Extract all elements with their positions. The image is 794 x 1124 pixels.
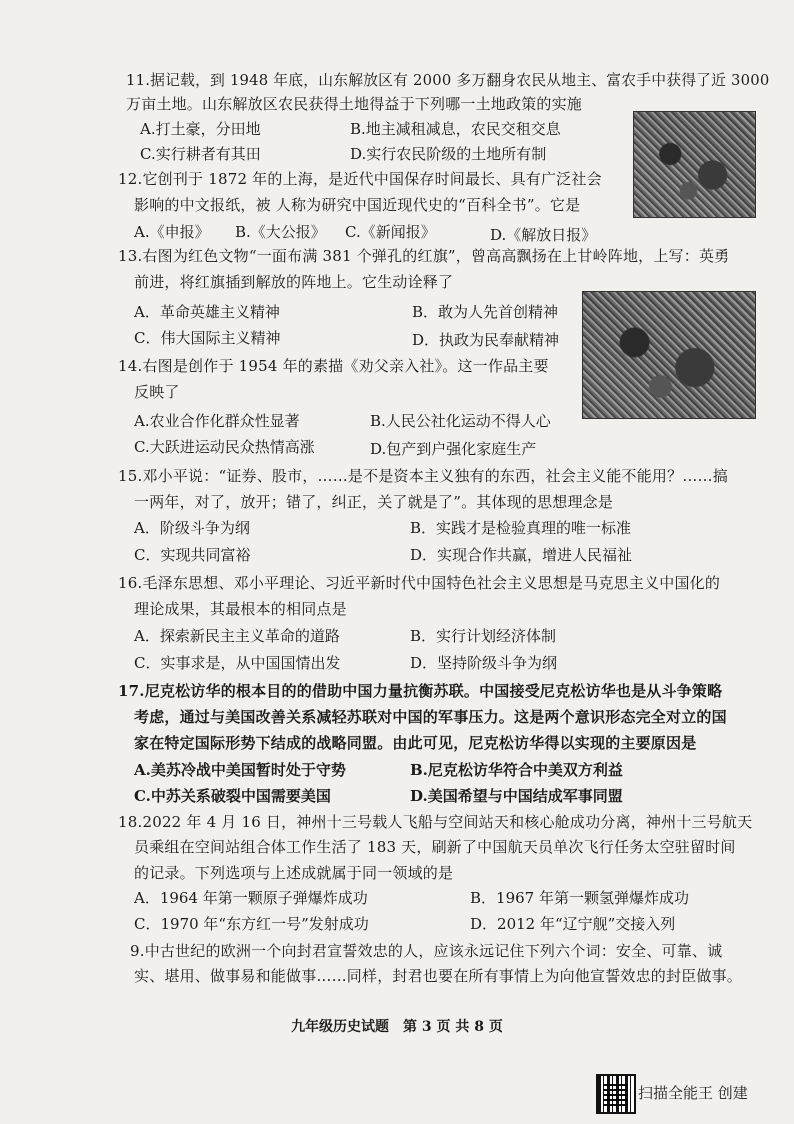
q19-stem-line1: 9.中古世纪的欧洲一个向封君宣誓效忠的人，应该永远记住下列六个词：安全、可靠、诚	[130, 942, 723, 960]
q17-stem-line2: 考虑，通过与美国改善关系减轻苏联对中国的军事压力。这是两个意识形态完全对立的国	[134, 708, 727, 726]
q13-option-d: D．执政为民奉献精神	[412, 331, 560, 349]
q19-stem-line2: 实、堪用、做事易和能做事……同样，封君也要在所有事情上为向他宣誓效忠的封臣做事。	[134, 967, 743, 985]
q11-option-a: A.打土豪，分田地	[140, 120, 261, 138]
q13-stem-line2: 前进，将红旗插到解放的阵地上。它生动诠释了	[134, 273, 454, 291]
q14-stem-line2: 反映了	[134, 383, 180, 401]
newspaper-image	[633, 111, 756, 218]
q17-option-c: C.中苏关系破裂中国需要美国	[134, 787, 331, 805]
q14-option-a: A.农业合作化群众性显著	[134, 412, 300, 430]
q16-stem-line1: 16.毛泽东思想、邓小平理论、习近平新时代中国特色社会主义思想是马克思主义中国化的	[118, 574, 721, 592]
sketch-image	[582, 291, 756, 419]
q15-option-a: A．阶级斗争为纲	[134, 519, 250, 537]
q12-stem-line2: 影响的中文报纸，被 人称为研究中国近现代史的“百科全书”。它是	[134, 196, 581, 214]
q13-stem-line1: 13.右图为红色文物“一面布满 381 个弹孔的红旗”，曾高高飘扬在上甘岭阵地，上写：英勇	[118, 247, 730, 265]
q11-stem-line2: 万亩土地。山东解放区农民获得土地得益于下列哪一土地政策的实施	[126, 95, 583, 113]
q14-option-b: B.人民公社化运动不得人心	[370, 412, 551, 430]
q15-option-d: D．实现合作共赢，增进人民福祉	[410, 546, 633, 564]
q16-option-d: D．坚持阶级斗争为纲	[410, 654, 558, 672]
q16-option-c: C．实事求是，从中国国情出发	[134, 654, 341, 672]
q12-stem-line1: 12.它创刊于 1872 年的上海，是近代中国保存时间最长、具有广泛社会	[118, 170, 602, 188]
q12-option-b: B.《大公报》	[235, 223, 326, 241]
q14-stem-line1: 14.右图是创作于 1954 年的素描《劝父亲入社》。这一作品主要	[118, 357, 549, 375]
q13-option-a: A．革命英雄主义精神	[134, 303, 280, 321]
q18-option-c: C．1970 年“东方红一号”发射成功	[134, 915, 369, 933]
q13-option-c: C．伟大国际主义精神	[134, 329, 281, 347]
q18-stem-line1: 18.2022 年 4 月 16 日，神州十三号载人飞船与空间站天和核心舱成功分离，神州十三号航天	[118, 813, 753, 831]
q17-stem-line3: 家在特定国际形势下结成的战略同盟。由此可见，尼克松访华得以实现的主要原因是	[134, 734, 697, 752]
q11-option-c: C.实行耕者有其田	[140, 145, 261, 163]
q16-option-a: A．探索新民主主义革命的道路	[134, 627, 340, 645]
q18-option-b: B．1967 年第一颗氢弹爆炸成功	[470, 889, 689, 907]
q12-option-c: C.《新闻报》	[345, 223, 436, 241]
q11-option-d: D.实行农民阶级的土地所有制	[350, 145, 547, 163]
q11-stem-line1: 11.据记载，到 1948 年底，山东解放区有 2000 多万翻身农民从地主、富农手中获得了近 3000	[126, 71, 770, 89]
q18-stem-line3: 的记录。下列选项与上述成就属于同一领域的是	[134, 864, 454, 882]
q16-option-b: B．实行计划经济体制	[410, 627, 557, 645]
q17-stem-line1: 17.尼克松访华的根本目的的借助中国力量抗衡苏联。中国接受尼克松访华也是从斗争策略	[118, 682, 723, 700]
q16-stem-line2: 理论成果，其最根本的相同点是	[134, 600, 347, 618]
q15-option-b: B．实践才是检验真理的唯一标准	[410, 519, 632, 537]
q18-option-d: D．2012 年“辽宁舰”交接入列	[470, 915, 676, 933]
qr-code-icon	[596, 1074, 636, 1114]
q15-stem-line2: 一两年，对了，放开；错了，纠正，关了就是了”。其体现的思想理念是	[134, 493, 614, 511]
q15-option-c: C．实现共同富裕	[134, 546, 251, 564]
q17-option-d: D.美国希望与中国结成军事同盟	[410, 787, 623, 805]
q14-option-d: D.包产到户强化家庭生产	[370, 440, 537, 458]
q13-option-b: B．敢为人先首创精神	[412, 303, 559, 321]
q15-stem-line1: 15.邓小平说：“证券、股市，……是不是资本主义独有的东西，社会主义能不能用？……搞	[118, 467, 728, 485]
q17-option-a: A.美苏冷战中美国暂时处于守势	[134, 761, 346, 779]
q14-option-c: C.大跃进运动民众热情高涨	[134, 438, 315, 456]
q18-stem-line2: 员乘组在空间站组合体工作生活了 183 天，刷新了中国航天员单次飞行任务太空驻留时间	[134, 838, 736, 856]
q18-option-a: A．1964 年第一颗原子弹爆炸成功	[134, 889, 368, 907]
q12-option-a: A.《申报》	[134, 223, 210, 241]
scanner-watermark: 扫描全能王 创建	[638, 1084, 748, 1102]
q17-option-b: B.尼克松访华符合中美双方利益	[410, 761, 623, 779]
q11-option-b: B.地主减租减息，农民交租交息	[350, 120, 561, 138]
page-footer: 九年级历史试题 第 3 页 共 8 页	[291, 1019, 503, 1035]
q12-option-d: D.《解放日报》	[490, 226, 597, 244]
